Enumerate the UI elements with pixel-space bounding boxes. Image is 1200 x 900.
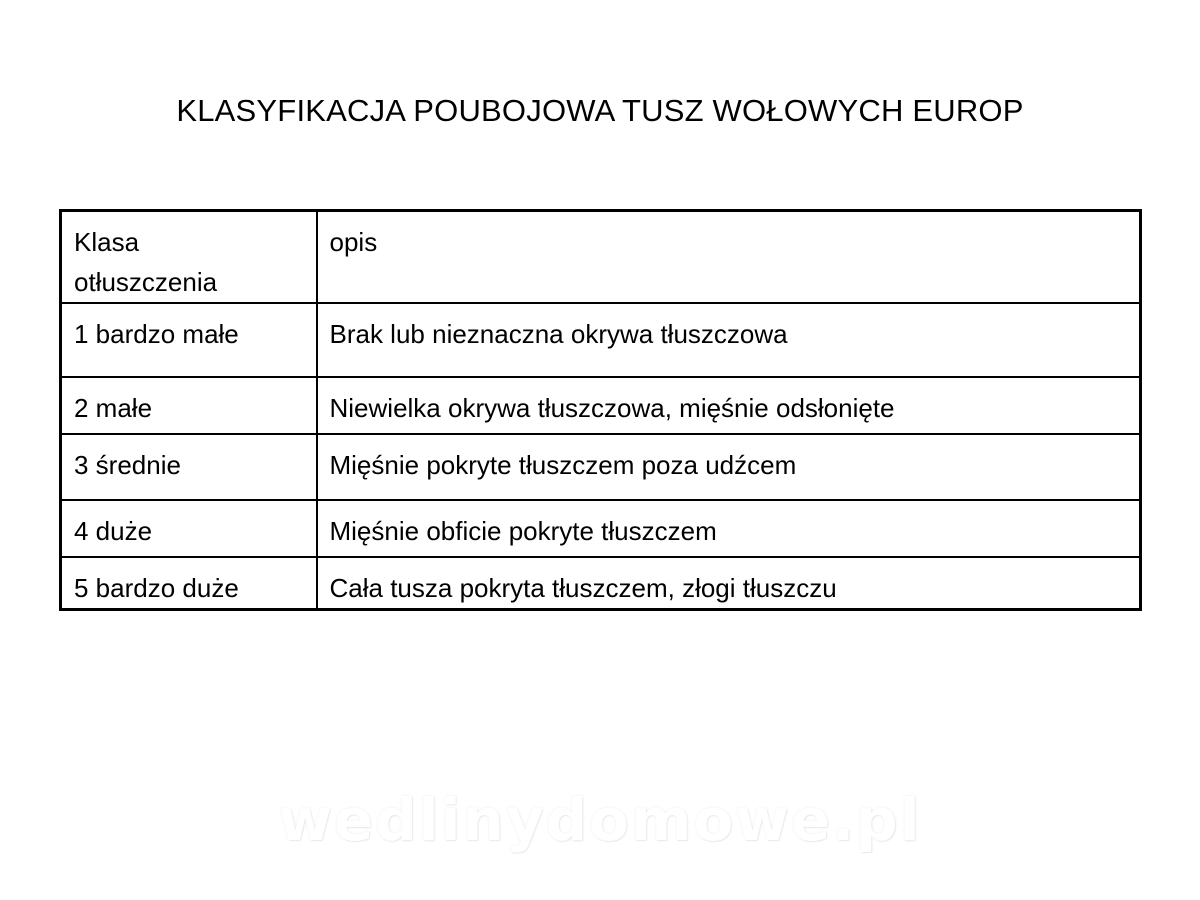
table-header-row (61, 211, 1141, 304)
header-class-line1: Klasa (74, 227, 140, 257)
table-row (61, 303, 1141, 377)
class-cell: 5 bardzo duże (61, 557, 317, 610)
class-cell: 2 małe (61, 377, 317, 434)
class-cell: 4 duże (61, 500, 317, 557)
description-cell: Brak lub nieznaczna okrywa tłuszczowa (317, 303, 1141, 377)
class-cell: 1 bardzo małe (61, 303, 317, 377)
page-title: KLASYFIKACJA POUBOJOWA TUSZ WOŁOWYCH EUROP (176, 93, 1024, 128)
header-description-cell: opis (317, 211, 1141, 304)
class-cell: 3 średnie (61, 434, 317, 500)
header-class-line2: otłuszczenia (74, 267, 218, 297)
description-cell: Cała tusza pokryta tłuszczem, złogi tłuszczu (317, 557, 1141, 610)
description-cell: Mięśnie obficie pokryte tłuszczem (317, 500, 1141, 557)
header-class-cell (61, 211, 317, 304)
table-row (61, 434, 1141, 500)
table-row (61, 500, 1141, 557)
description-cell: Niewielka okrywa tłuszczowa, mięśnie odsłonięte (317, 377, 1141, 434)
classification-table (59, 209, 1142, 611)
watermark: wedlinydomowe.pl (278, 786, 922, 854)
description-cell: Mięśnie pokryte tłuszczem poza udźcem (317, 434, 1141, 500)
table-row (61, 377, 1141, 434)
table-row (61, 557, 1141, 610)
